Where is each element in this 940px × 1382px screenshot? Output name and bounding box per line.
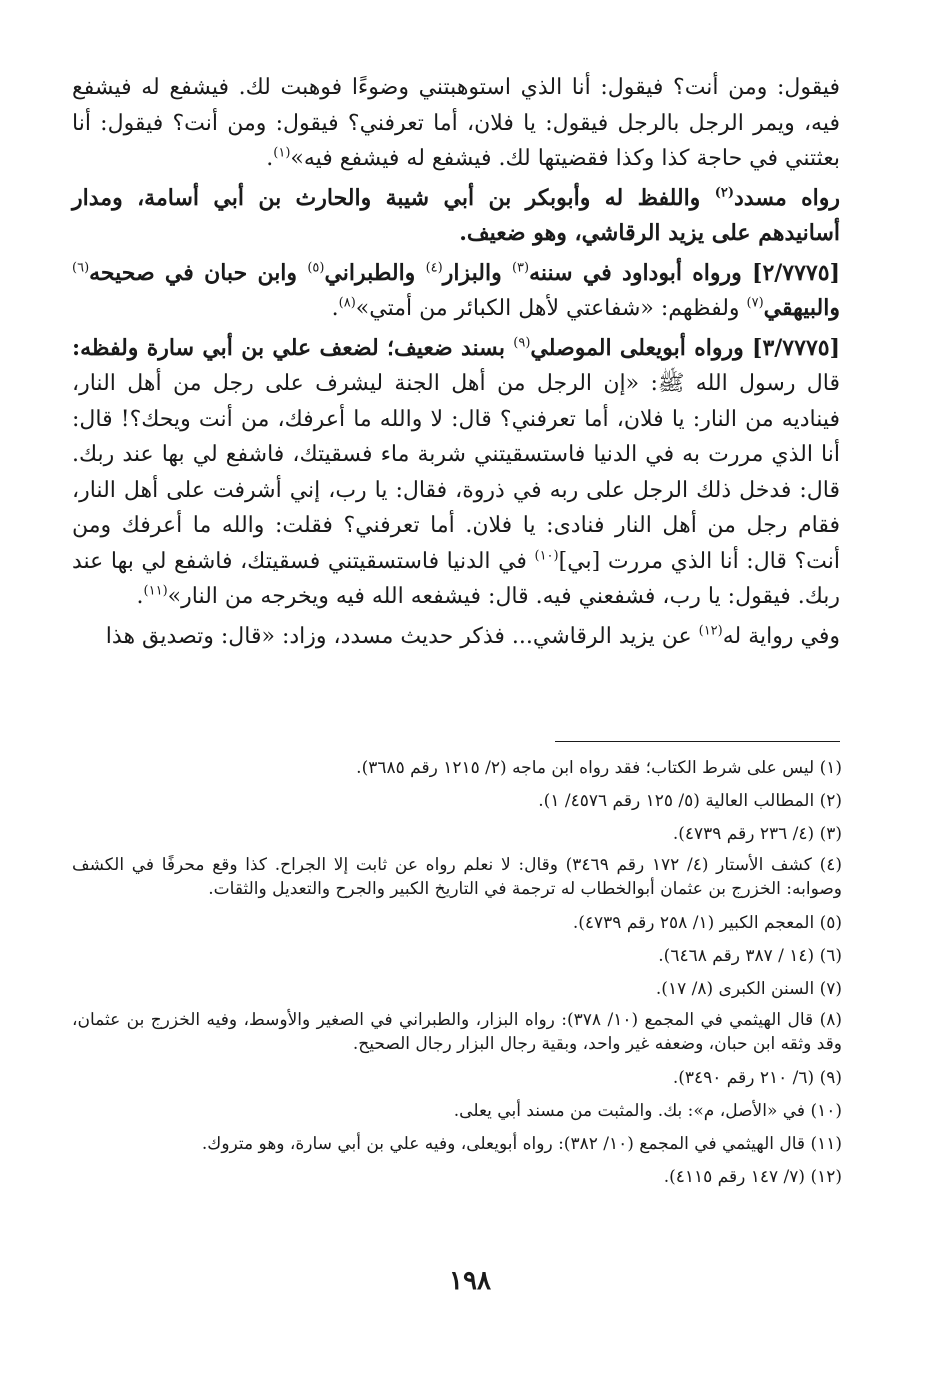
footnote-ref-4[interactable]: (٤) [425, 260, 443, 276]
paragraph-3: [٢/٧٧٧٥] ورواه أبوداود في سننه$^{(٣)}$ والبزار$^{(٤)}$ والطبراني$^{(٥)}$ وابن حبان في صحيحه$^{(٦)}$ والبيهقي$^{(٧)}$ ولفظهم: «شفاعتي لأهل الكبائر من أمتي»$^{(٨)}$. [72, 259, 840, 321]
footnote-ref-7[interactable]: (٧) [746, 295, 764, 311]
paragraph-4: [٣/٧٧٧٥] ورواه أبويعلى الموصلي$^{(٩)}$ بسند ضعيف؛ لضعف علي بن أبي سارة ولفظه: قال رسول الله ﷺ: «إن الرجل من أهل الجنة ليشرف على رجل من أهل النار، فيناديه من النار: يا فلان، أما تعرفني؟ قال: لا والله ما أعرفك، من أنت ويحك؟! قال: أنا الذي مررت به في الدنيا فاستسقيتني شربة ماء فسقيتك، فاشفع لي بها عند ربك. قال: فدخل ذلك الرجل على ربه في ذروة، فقال: يا رب، إني أشرفت على أهل النار، فقام رجل من أهل النار فنادى: يا فلان. أما تعرفني؟ فقلت: والله ما أعرفك ومن أنت؟ قال: أنا الذي مررت [بي]$^{(١٠)}$ في الدنيا فاستسقيتني فسقيتك، فاشفع لي بها عند ربك. فيقول: يا رب، فشفعني فيه. قال: فيشفعه الله فيه ويخرجه من النار»$^{(١١)}$. [72, 334, 840, 609]
footnote-ref-11[interactable]: (١١) [143, 583, 168, 599]
footnote-10: (١٠) في «الأصل، م»: بك. والمثبت من مسند أبي يعلى. [453, 1101, 842, 1121]
footnote-3: (٣) (٤/ ٢٣٦ رقم ٤٧٣٩). [672, 824, 842, 844]
footnote-7: (٧) السنن الكبرى (٨/ ١٧). [655, 979, 842, 999]
footnote-11: (١١) قال الهيثمي في المجمع (١٠/ ٣٨٢): رواه أبويعلى، وفيه علي بن أبي سارة، وهو متروك. [201, 1134, 842, 1154]
main-text [72, 70, 840, 658]
paragraph-2: رواه مسدد$^{(٢)}$ واللفظ له وأبوبكر بن أبي شيبة والحارث بن أبي أسامة، ومدار أسانيدهم على يزيد الرقاشي، وهو ضعيف. [72, 184, 840, 246]
footnote-12: (١٢) (٧/ ١٤٧ رقم ٤١١٥). [663, 1167, 842, 1187]
footnotes [72, 754, 842, 1196]
footnote-ref-5[interactable]: (٥) [307, 260, 325, 276]
footnote-ref-3[interactable]: (٣) [511, 260, 530, 276]
footnote-9: (٩) (٦/ ٢١٠ رقم ٣٤٩٠). [672, 1068, 842, 1088]
footnote-ref-8[interactable]: (٨) [338, 295, 356, 311]
footnote-5: (٥) المعجم الكبير (١/ ٢٥٨ رقم ٤٧٣٩). [572, 913, 842, 933]
footnote-ref-9[interactable]: (٩) [513, 335, 531, 351]
footnote-6: (٦) (١٤ / ٣٨٧ رقم ٦٤٦٨). [658, 946, 842, 966]
footnote-1: (١) ليس على شرط الكتاب؛ فقد رواه ابن ماجه (٢/ ١٢١٥ رقم ٣٦٨٥). [356, 758, 842, 778]
paragraph-1: فيقول: ومن أنت؟ فيقول: أنا الذي استوهبتني وضوءًا فوهبت لك. فيشفع له فيشفع فيه، ويمر الرجل بالرجل فيقول: يا فلان، أما تعرفني؟ فيقول: ومن أنت؟ فيقول: أنا بعثتني في حاجة كذا وكذا فقضيتها لك. فيشفع له فيشفع فيه»$^{(١)}$. [72, 75, 840, 171]
footnote-ref-10[interactable]: (١٠) [534, 548, 559, 564]
footnote-ref-2[interactable]: (٢) [714, 185, 734, 201]
page-number: ١٩٨ [449, 1266, 491, 1296]
paragraph-5: وفي رواية له$^{(١٢)}$ عن يزيد الرقاشي... فذكر حديث مسدد، وزاد: «قال: وتصديق هذا [105, 623, 840, 649]
footnote-8: (٨) قال الهيثمي في المجمع (١٠/ ٣٧٨): رواه البزار، والطبراني في الصغير والأوسط، وفيه الخزرج بن عثمان، وقد وثقه ابن حبان، وضعفه غير واحد، وبقية رجال البزار رجال الصحيح. [72, 1010, 842, 1054]
footnote-separator [555, 741, 840, 742]
footnote-ref-6[interactable]: (٦) [72, 260, 90, 276]
footnote-4: (٤) كشف الأستار (٤/ ١٧٢ رقم ٣٤٦٩) وقال: لا نعلم رواه عن ثابت إلا الجراح. كذا وقع محرفًا في الكشف وصوابه: الخزرج بن عثمان أبوالخطاب له ترجمة في التاريخ الكبير والجرح والتعديل والثقات. [72, 855, 843, 899]
footnote-2: (٢) المطالب العالية (٥/ ١٢٥ رقم ٤٥٧٦/ ١). [538, 791, 842, 811]
footnote-ref-1[interactable]: (١) [273, 145, 291, 161]
footnote-ref-12[interactable]: (١٢) [698, 623, 723, 639]
